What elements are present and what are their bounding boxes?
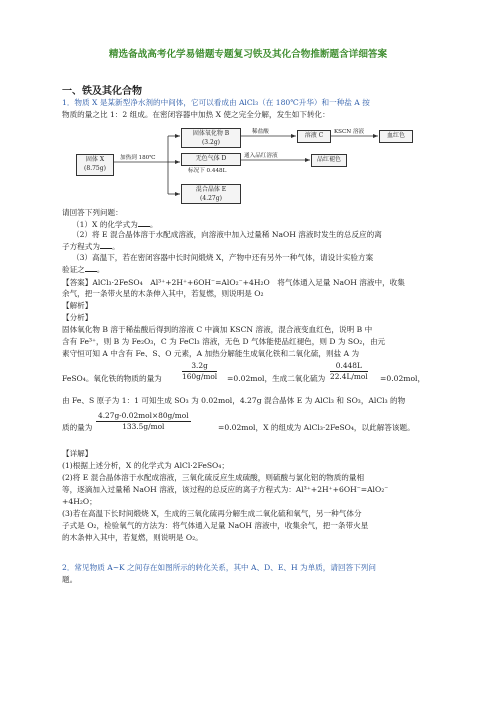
fenxi-tag: 【分析】 — [62, 313, 93, 322]
analysis-line2: 含有 Fe³⁺，则 B 为 Fe₂O₃，C 为 FeCl₃ 溶液，无色 D 气体能使品红褪色，则 D 为 SO₂，由元 — [62, 337, 386, 346]
dilute-hcl-label: 稀盐酸 — [252, 129, 269, 135]
xiangjie-tag: 【详解】 — [62, 449, 93, 458]
analysis-line3: 素守恒可知 A 中含有 Fe、S、O 元素，A 加热分解能生成氧化铁和二氧化硫，则盐 A 为 — [62, 349, 360, 358]
sub-q3-line2: 验证之 。 — [62, 265, 105, 274]
q1-line2: 物质的量之比 1：2 组成。在密闭容器中加热 X 使之完全分解，发生如下转化： — [62, 110, 330, 119]
solid-x-box: 固体 X (8.75g) — [76, 154, 114, 176]
analysis-line4-pre: FeSO₄。氧化铁的物质的量为 — [62, 374, 162, 383]
detail-line4: +4H₂O； — [62, 497, 97, 506]
detail-line6: 子式是 O₂，检验氧气的方法为：将气体通入足量 NaOH 溶液中，收集余气，把一条带火星 — [62, 521, 369, 530]
detail-line7: 的木条伸入其中，若复燃，则说明是 O₂。 — [62, 533, 203, 542]
jiexi-tag: 【解析】 — [62, 301, 93, 310]
detail-line5: (3)若在高温下长时间煅烧 X，生成的三氧化硫再分解生成二氧化硫和氧气，另一种气体分 — [62, 509, 362, 518]
page-title: 精选备战高考化学易错题专题复习铁及其化合物推断题含详细答案 — [108, 49, 388, 60]
analysis-line4-post: =0.02mol， — [380, 374, 426, 383]
sub-q3-line1: （3）高温下，若在密闭容器中长时间煅烧 X，产物中还有另外一种气体，请设计实验方案 — [72, 253, 374, 262]
heat-label: 加热到 180℃ — [120, 155, 156, 161]
section-heading: 一、铁及其化合物 — [62, 86, 142, 97]
conversion-diagram — [68, 126, 448, 204]
analysis-line6-post: =0.02mol，X 的组成为 AlCl₃·2FeSO₄，以此解答该题。 — [218, 423, 415, 432]
solution-c-box: 溶液 C — [297, 130, 331, 143]
analysis-line5: 由 Fe、S 原子为 1：1 可知生成 SO₃ 为 0.02mol，4.27g 混合晶体 E 为 AlCl₃ 和 SO₃，AlCl₃ 的物 — [62, 396, 406, 405]
fraction-so2: 0.448L 22.4L/mol — [330, 361, 368, 381]
sub-q2-line2: 子方程式为 。 — [62, 242, 120, 251]
q2-line1: 2．常见物质 A~K 之间存在如图所示的转化关系，其中 A、D、E、H 为单质，请回答下列问 — [62, 563, 376, 572]
q2-line2: 题。 — [62, 575, 78, 584]
sub-q1: （1）X 的化学式为 。 — [72, 220, 158, 229]
q1-line1: 1．物质 X 是某新型净水剂的中间体，它可以看成由 AlCl₃（在 180℃升华）和一种盐 A 按 — [62, 98, 370, 107]
sub-q2-line1: （2）将 E 混合晶体溶于水配成溶液，向溶液中加入过量稀 NaOH 溶液时发生的总反应的离 — [72, 230, 382, 239]
magenta-fade-box: 品红褪色 — [311, 154, 347, 167]
gas-d-std-label: 标况下 0.448L — [188, 168, 227, 174]
fraction-alcl3: 4.27g-0.02mol×80g/mol 133.5g/mol — [98, 411, 189, 431]
gas-d-box: 无色气体 D — [181, 153, 241, 166]
answer-line1: 【答案】AlCl₃·2FeSO₄ Al³⁺+2H⁺+6OH⁻=AlO₂⁻+4H₂O 将气体通入足量 NaOH 溶液中，收集 — [62, 278, 405, 287]
answer-line2: 余气，把一条带火星的木条伸入其中，若复燃，则说明是 O₂ — [62, 289, 264, 298]
blood-red-box: 血红色 — [379, 130, 413, 143]
analysis-line4-mid: =0.02mol，生成二氧化硫为 — [227, 374, 326, 383]
mixed-e-box: 混合晶体 E (4.27g) — [181, 184, 241, 204]
detail-line2: (2)将 E 混合晶体溶于水配成溶液，三氧化硫反应生成硫酸，则硫酸与氯化铝的物质的量相 — [62, 473, 365, 482]
kscn-label: KSCN 溶液 — [334, 129, 365, 135]
analysis-line1: 固体氧化物 B 溶于稀盐酸后得到的溶液 C 中滴加 KSCN 溶液，混合液变血红色，说明 B 中 — [62, 325, 373, 334]
into-magenta-label: 通入品红溶液 — [244, 153, 278, 159]
prompt: 请回答下列问题： — [62, 208, 123, 217]
fraction-fe2o3: 3.2g 160g/mol — [182, 361, 218, 381]
detail-line1: (1)根据上述分析，X 的化学式为 AlCl·2FeSO₄； — [62, 461, 229, 470]
detail-line3: 等，逐滴加入过量稀 NaOH 溶液，该过程的总反应的离子方程式为：Al³⁺+2H⁺+6OH⁻=AlO₂⁻ — [62, 485, 389, 494]
analysis-line6-pre: 质的量为 — [62, 423, 93, 432]
oxide-b-box: 固体氧化物 B (3.2g) — [181, 128, 241, 148]
